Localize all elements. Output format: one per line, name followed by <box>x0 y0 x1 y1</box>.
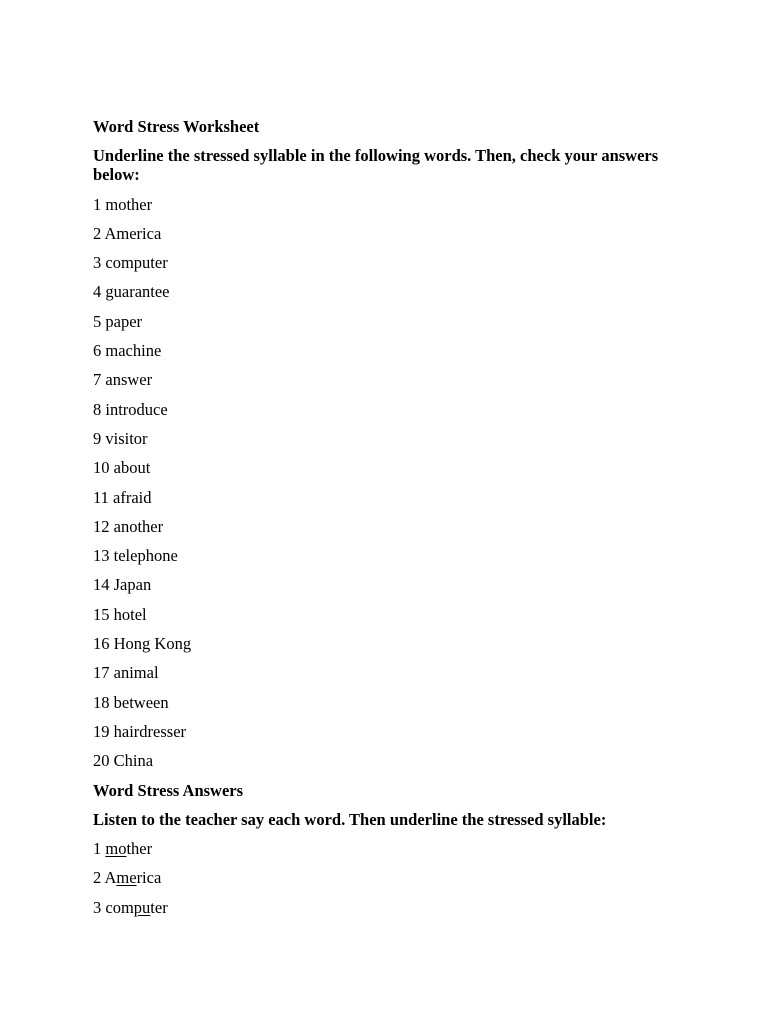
worksheet-word-item <box>93 312 693 331</box>
item-number: 7 <box>93 370 102 390</box>
word-before-stress: A <box>104 868 117 888</box>
item-word: America <box>104 223 162 243</box>
item-word: about <box>113 458 151 478</box>
item-number: 3 <box>93 253 102 273</box>
item-word: answer <box>105 370 153 390</box>
worksheet-word-item <box>93 282 693 301</box>
item-number: 8 <box>93 399 102 419</box>
answers-instructions: Listen to the teacher say each word. Then underline the stressed syllable: <box>93 809 607 829</box>
document-page <box>93 117 693 927</box>
worksheet-word-item <box>93 195 693 214</box>
item-word: mother <box>105 194 153 214</box>
item-word: China <box>113 751 154 771</box>
worksheet-title: Word Stress Worksheet <box>93 117 260 136</box>
worksheet-word-item <box>93 341 693 360</box>
answer-word-item <box>93 868 693 887</box>
word-after-stress: rica <box>136 868 162 888</box>
item-word: Hong Kong <box>113 634 192 654</box>
item-word: hotel <box>113 604 147 624</box>
worksheet-word-list <box>93 195 693 771</box>
item-number: 2 <box>93 868 102 888</box>
item-number: 12 <box>93 516 110 536</box>
word-after-stress: ther <box>126 839 153 859</box>
item-number: 2 <box>93 223 102 243</box>
item-word: telephone <box>113 546 178 566</box>
item-number: 1 <box>93 194 102 214</box>
worksheet-word-item <box>93 224 693 243</box>
item-word: paper <box>105 311 143 331</box>
stressed-syllable: mo <box>105 839 127 859</box>
item-word: machine <box>105 341 162 361</box>
worksheet-word-item <box>93 605 693 624</box>
item-number: 4 <box>93 282 102 302</box>
item-number: 1 <box>93 839 102 859</box>
item-word: another <box>113 516 164 536</box>
item-word: guarantee <box>105 282 170 302</box>
stressed-syllable: me <box>116 868 137 888</box>
worksheet-word-item <box>93 751 693 770</box>
item-number: 13 <box>93 546 110 566</box>
item-number: 11 <box>93 487 109 507</box>
word-after-stress: ter <box>150 897 168 917</box>
answer-word-item <box>93 898 693 917</box>
item-word: computer <box>105 253 168 273</box>
item-number: 15 <box>93 604 110 624</box>
worksheet-word-item <box>93 575 693 594</box>
item-number: 17 <box>93 663 110 683</box>
item-number: 18 <box>93 692 110 712</box>
item-number: 5 <box>93 311 102 331</box>
stressed-syllable: pu <box>133 897 151 917</box>
item-word: animal <box>113 663 159 683</box>
worksheet-word-item <box>93 370 693 389</box>
item-number: 3 <box>93 897 102 917</box>
worksheet-word-item <box>93 429 693 448</box>
item-word: hairdresser <box>113 721 187 741</box>
item-word: afraid <box>113 487 152 507</box>
answer-word-item <box>93 839 693 858</box>
worksheet-word-item <box>93 400 693 419</box>
item-word: introduce <box>105 399 168 419</box>
worksheet-word-item <box>93 488 693 507</box>
worksheet-word-item <box>93 253 693 272</box>
word-before-stress: com <box>105 897 134 917</box>
worksheet-word-item <box>93 634 693 653</box>
worksheet-instructions: Underline the stressed syllable in the following words. Then, check your answers below: <box>93 146 659 185</box>
item-number: 19 <box>93 721 110 741</box>
answers-word-list <box>93 839 693 917</box>
item-word: visitor <box>105 428 148 448</box>
item-number: 6 <box>93 341 102 361</box>
item-number: 14 <box>93 575 110 595</box>
item-word: Japan <box>113 575 152 595</box>
worksheet-word-item <box>93 546 693 565</box>
worksheet-word-item <box>93 722 693 741</box>
item-number: 10 <box>93 458 110 478</box>
worksheet-word-item <box>93 663 693 682</box>
item-word: between <box>113 692 169 712</box>
worksheet-word-item <box>93 517 693 536</box>
item-number: 9 <box>93 428 102 448</box>
answers-title: Word Stress Answers <box>93 780 244 800</box>
item-number: 16 <box>93 634 110 654</box>
item-number: 20 <box>93 751 110 771</box>
worksheet-word-item <box>93 458 693 477</box>
worksheet-word-item <box>93 693 693 712</box>
